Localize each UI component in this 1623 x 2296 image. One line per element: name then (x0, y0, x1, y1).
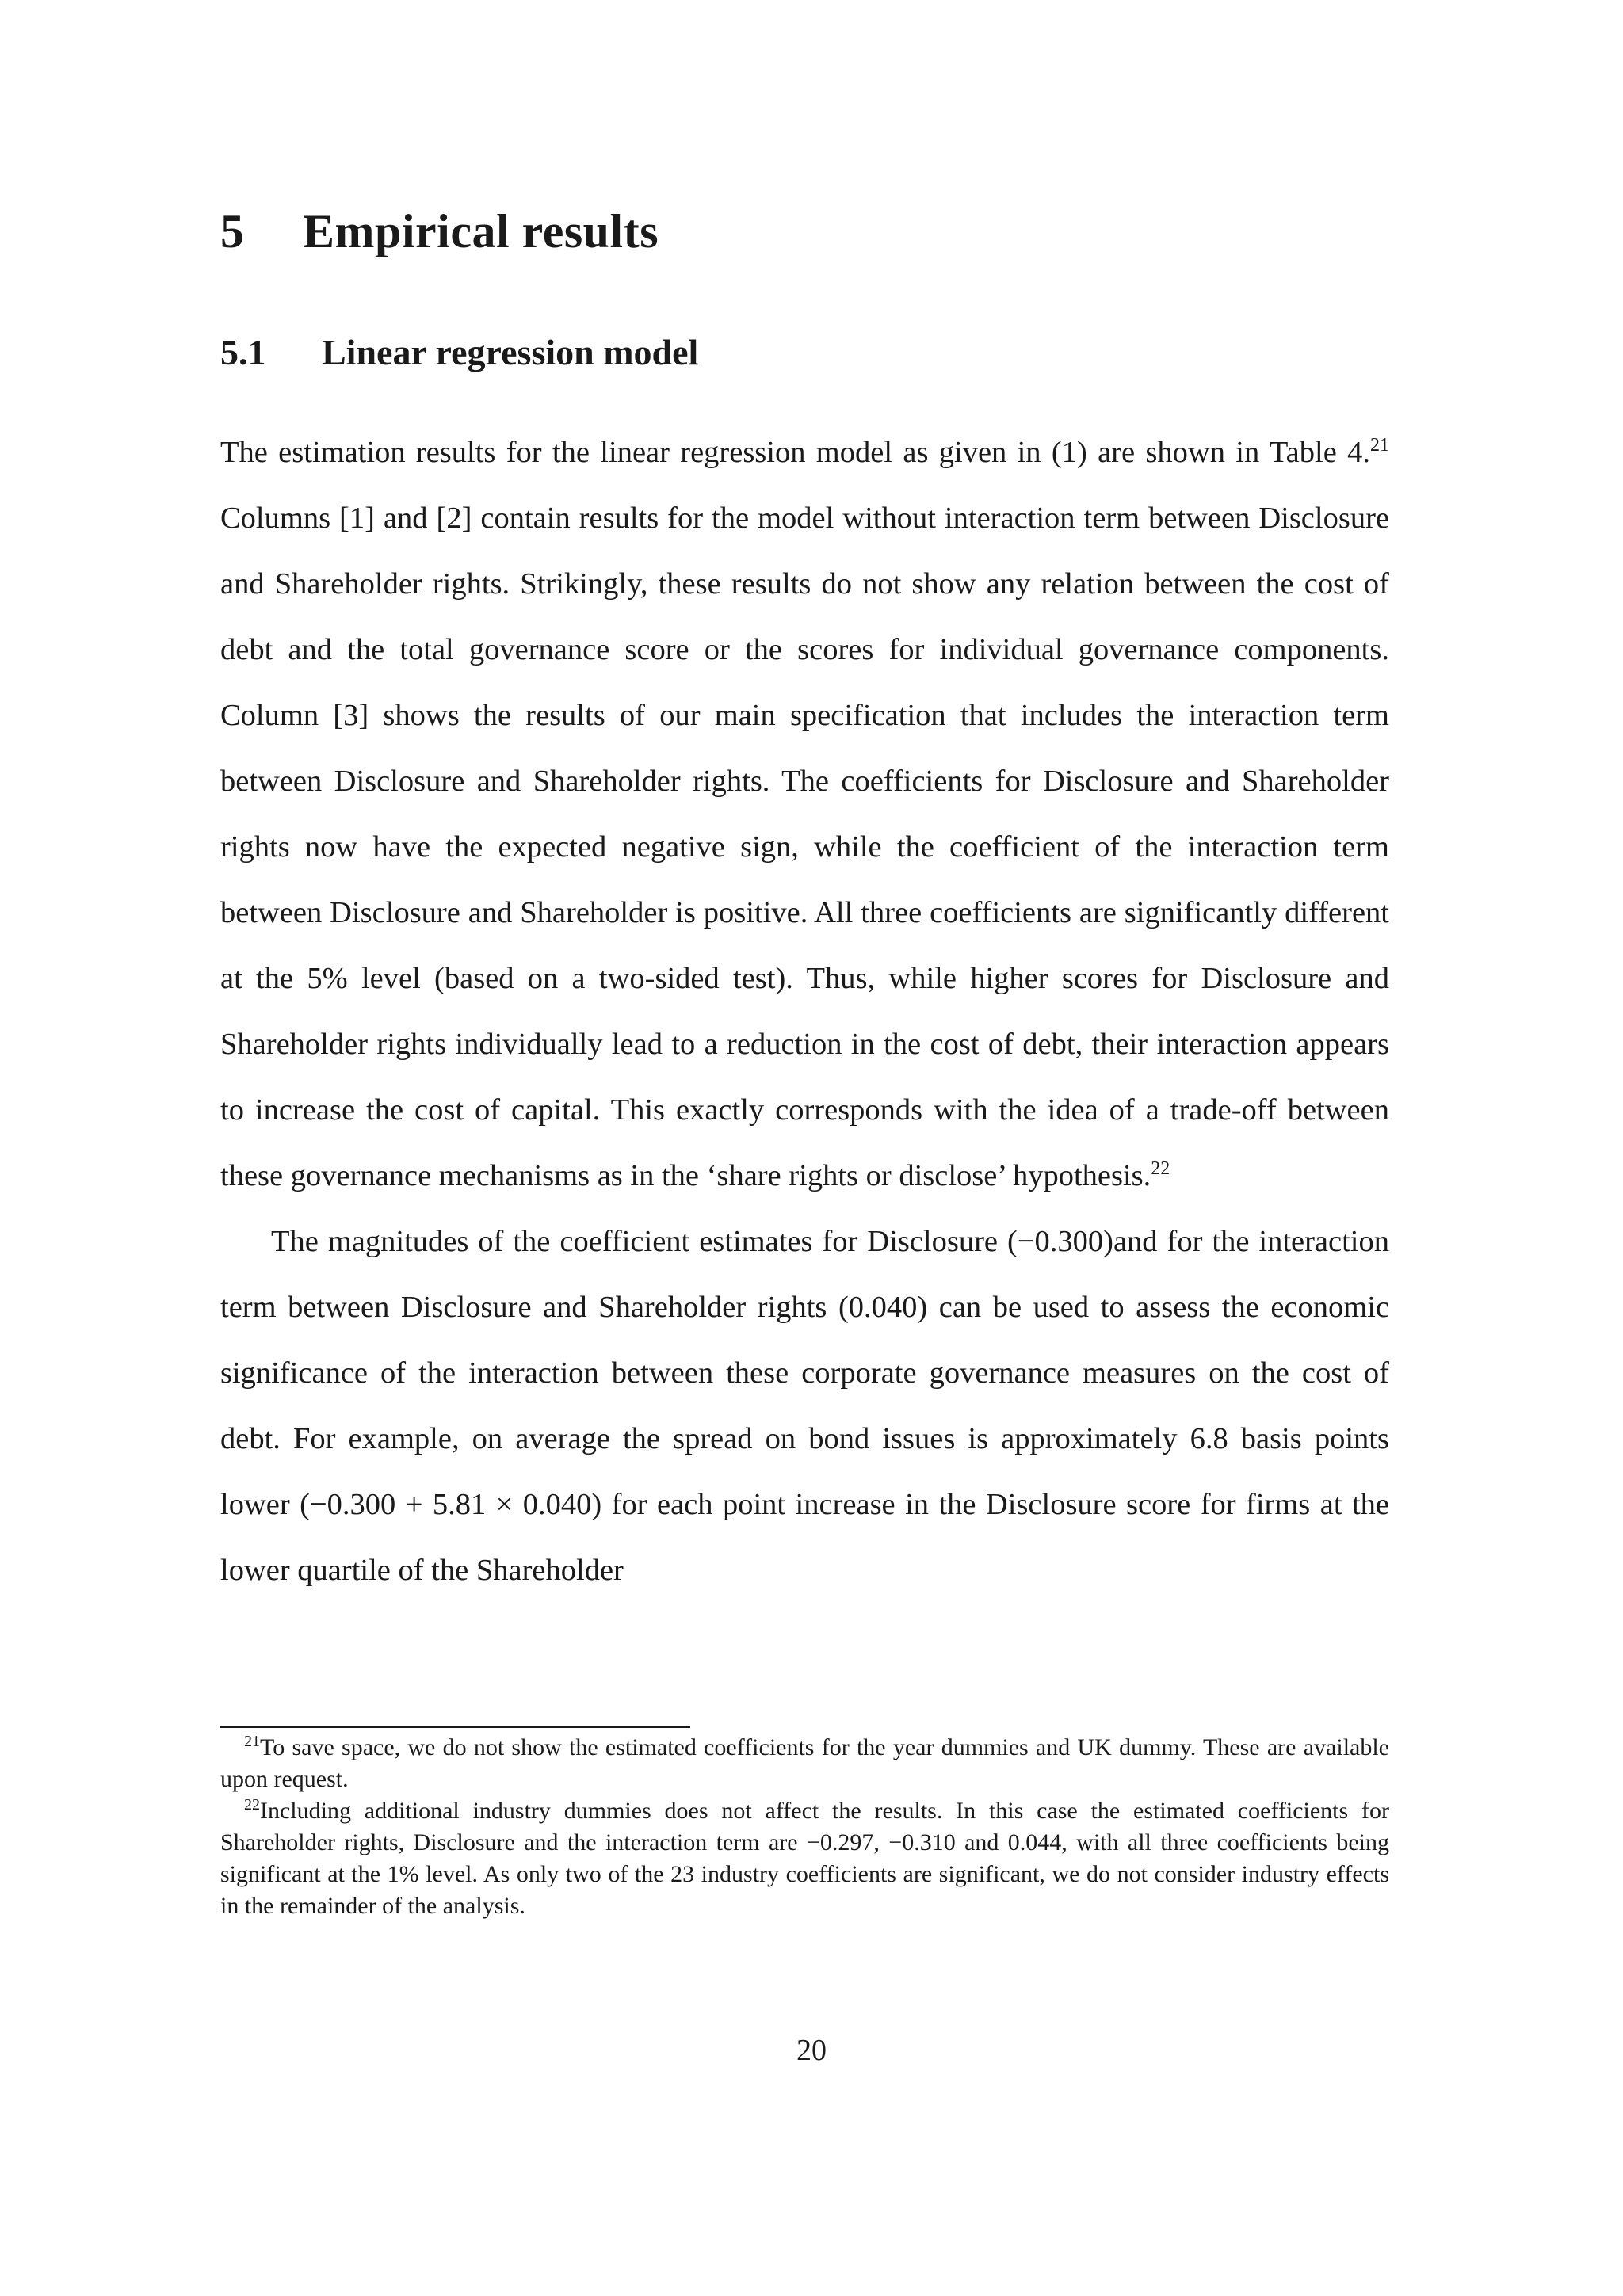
footnote-separator (220, 1726, 690, 1728)
section-heading (220, 204, 659, 259)
footnote-number: 21 (244, 1733, 260, 1750)
section-number: 5 (220, 205, 245, 257)
footnote-text: To save space, we do not show the estimated coefficients for the year dummies and UK dummy. These are available upon request. (220, 1734, 1389, 1792)
footnote (220, 1795, 1389, 1922)
page-number: 20 (796, 2034, 827, 2067)
body-text (220, 420, 1389, 1604)
subsection-title: Linear regression model (322, 332, 699, 372)
paragraph: The magnitudes of the coefficient estimates for Disclosure (−0.300)and for the interaction term between Disclosure and Shareholder rights (0.040) can be used to assess the economic significance of the interaction between these corporate governance measures on the cost of debt. For example, on average the spread on bond issues is approximately 6.8 basis points lower (−0.300 + 5.81 × 0.040) for each point increase in the Disclosure score for firms at the lower quartile of the Shareholder (220, 1225, 1389, 1587)
footnote-reference: 22 (1151, 1158, 1170, 1179)
paragraph-text: The estimation results for the linear regression model as given in (1) are shown in Table 4. (220, 436, 1370, 469)
paragraph-text: Columns [1] and [2] contain results for the model without interaction term between Disclosure and Shareholder rights. Strikingly, these results do not show any relation between the cost of debt and the total governance score or the scores for individual governance components. Column [3] shows the results of our main specification that includes the interaction term between Disclosure and Shareholder rights. The coefficients for Disclosure and Shareholder rights now have the expected negative sign, while the coefficient of the interaction term between Disclosure and Shareholder is positive. All three coefficients are significantly different at the 5% level (based on a two-sided test). Thus, while higher scores for Disclosure and Shareholder rights individually lead to a reduction in the cost of debt, their interaction appears to increase the cost of capital. This exactly corresponds with the idea of a trade-off between these governance mechanisms as in the ‘share rights or disclose’ hypothesis. (220, 502, 1389, 1192)
footnote-text: Including additional industry dummies does not affect the results. In this case the estimated coefficients for Shareholder rights, Disclosure and the interaction term are −0.297, −0.310 and 0.044, with all three coefficients being significant at the 1% level. As only two of the 23 industry coefficients are significant, we do not consider industry effects in the remainder of the analysis. (220, 1798, 1389, 1919)
footnote (220, 1732, 1389, 1795)
footnotes (220, 1732, 1389, 1922)
subsection-number: 5.1 (220, 332, 266, 372)
section-title: Empirical results (303, 205, 659, 257)
subsection-heading (220, 331, 698, 373)
footnote-number: 22 (244, 1796, 260, 1814)
paragraph (220, 420, 1389, 1209)
footnote-reference: 21 (1370, 435, 1389, 456)
